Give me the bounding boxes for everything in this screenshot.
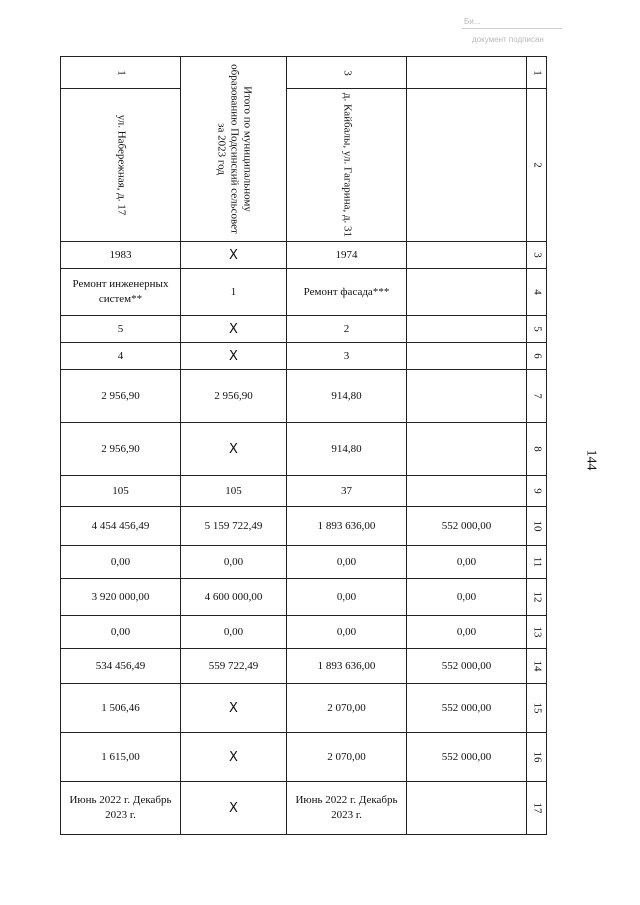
cell-c1 bbox=[61, 507, 181, 546]
row-number: 6 bbox=[531, 353, 543, 359]
table-row bbox=[61, 316, 547, 343]
cell-c3 bbox=[287, 546, 407, 579]
cell-value: 0,00 bbox=[110, 625, 131, 638]
row-number-cell bbox=[527, 616, 547, 649]
cell-c2 bbox=[181, 616, 287, 649]
cell-c3 bbox=[287, 733, 407, 782]
cell-c2 bbox=[181, 269, 287, 316]
cell-value: X bbox=[229, 700, 238, 716]
cell-value: 914,80 bbox=[331, 442, 362, 455]
cell-c5 bbox=[407, 343, 527, 370]
row-number: 14 bbox=[531, 660, 543, 672]
cell-c5 bbox=[407, 507, 527, 546]
row-number: 5 bbox=[531, 326, 543, 332]
cell-c3 bbox=[287, 423, 407, 476]
cell-c2 bbox=[181, 733, 287, 782]
row-number-cell bbox=[527, 546, 547, 579]
cell-value: Июнь 2022 г. Декабрь 2023 г. bbox=[69, 794, 172, 821]
col-1-number: 1 bbox=[115, 69, 127, 76]
cell-c3 bbox=[287, 476, 407, 507]
stamp-divider bbox=[462, 28, 562, 29]
row-number: 1 bbox=[531, 69, 543, 76]
cell-c1 bbox=[61, 579, 181, 616]
cell-c1 bbox=[61, 476, 181, 507]
table-row bbox=[61, 616, 547, 649]
cell-value: 5 bbox=[117, 322, 124, 335]
cell-value: 0,00 bbox=[456, 556, 477, 568]
cell-value: 0,00 bbox=[336, 555, 357, 568]
cell-c1 bbox=[61, 782, 181, 835]
table-row bbox=[61, 733, 547, 782]
cell-c5 bbox=[407, 684, 527, 733]
row-number: 15 bbox=[531, 702, 543, 714]
cell-value: 1 893 636,00 bbox=[317, 659, 376, 672]
row-number: 4 bbox=[531, 289, 543, 295]
cell-c2 bbox=[181, 507, 287, 546]
cell-c1 bbox=[61, 269, 181, 316]
table-row bbox=[61, 343, 547, 370]
table-row bbox=[61, 269, 547, 316]
col-2-header-cell bbox=[181, 57, 287, 242]
row-number-cell bbox=[527, 57, 547, 89]
cell-value: 2 956,90 bbox=[101, 442, 140, 455]
cell-c5 bbox=[407, 269, 527, 316]
cell-value: 914,80 bbox=[331, 389, 362, 402]
row-number-cell bbox=[527, 316, 547, 343]
cell-c2 bbox=[181, 423, 287, 476]
cell-c3 bbox=[287, 684, 407, 733]
cell-value: 105 bbox=[112, 484, 129, 497]
cell-value: 3 920 000,00 bbox=[91, 590, 150, 603]
cell-value: 534 456,49 bbox=[95, 659, 146, 672]
row-number-cell bbox=[527, 370, 547, 423]
signature-stamp bbox=[462, 14, 577, 50]
row-number: 17 bbox=[531, 802, 543, 814]
cell-c5 bbox=[407, 733, 527, 782]
cell-c5 bbox=[407, 370, 527, 423]
cell-value: 0,00 bbox=[223, 556, 244, 568]
cell-c5 bbox=[407, 316, 527, 343]
cell-c1 bbox=[61, 733, 181, 782]
cell-c3 bbox=[287, 269, 407, 316]
table-row bbox=[61, 507, 547, 546]
cell-c5 bbox=[407, 423, 527, 476]
cell-c3 bbox=[287, 782, 407, 835]
cell-value: 1974 bbox=[335, 248, 358, 261]
cell-c1 bbox=[61, 649, 181, 684]
table-row bbox=[61, 579, 547, 616]
cell-value: 552 000,00 bbox=[441, 520, 492, 532]
cell-value: 0,00 bbox=[456, 626, 477, 638]
page-number: 144 bbox=[583, 449, 599, 471]
cell-value: 1 893 636,00 bbox=[317, 519, 376, 532]
cell-c5 bbox=[407, 782, 527, 835]
cell-c1 bbox=[61, 242, 181, 269]
cell-c1 bbox=[61, 616, 181, 649]
cell-c5 bbox=[407, 579, 527, 616]
cell-value: 2 956,90 bbox=[214, 390, 253, 402]
col-2-header: Итого по муниципальному образованию Подсинский сельсовет за 2023 год bbox=[215, 64, 253, 234]
row-number-cell bbox=[527, 733, 547, 782]
col-5-header-cell bbox=[407, 89, 527, 242]
table-row bbox=[61, 370, 547, 423]
cell-value: 559 722,49 bbox=[208, 660, 259, 672]
stamp-line-2: документ подписан bbox=[472, 35, 544, 44]
row-number-cell bbox=[527, 242, 547, 269]
cell-c2 bbox=[181, 684, 287, 733]
cell-c5 bbox=[407, 616, 527, 649]
cell-c5 bbox=[407, 649, 527, 684]
cell-value: 0,00 bbox=[110, 555, 131, 568]
cell-c2 bbox=[181, 370, 287, 423]
cell-value: 0,00 bbox=[336, 625, 357, 638]
row-number-cell bbox=[527, 423, 547, 476]
col-1-number-cell bbox=[61, 57, 181, 89]
cell-value: Ремонт фасада*** bbox=[303, 285, 390, 298]
cell-value: X bbox=[229, 247, 238, 263]
row-number-cell bbox=[527, 476, 547, 507]
cell-value: 3 bbox=[343, 349, 350, 362]
row-number: 13 bbox=[531, 626, 543, 638]
cell-c2 bbox=[181, 316, 287, 343]
table-row bbox=[61, 684, 547, 733]
row-number-cell bbox=[527, 89, 547, 242]
cell-value: 2 070,00 bbox=[327, 750, 366, 763]
cell-value: X bbox=[229, 749, 238, 765]
table-row-number bbox=[61, 57, 547, 89]
cell-value: 0,00 bbox=[223, 626, 244, 638]
row-number: 3 bbox=[531, 252, 543, 258]
cell-value: 1 615,00 bbox=[101, 750, 140, 763]
cell-value: 2 bbox=[343, 322, 350, 335]
cell-c3 bbox=[287, 343, 407, 370]
cell-c2 bbox=[181, 649, 287, 684]
cell-c3 bbox=[287, 649, 407, 684]
table-row-header bbox=[61, 89, 547, 242]
table-row bbox=[61, 423, 547, 476]
cell-value: X bbox=[229, 441, 238, 457]
data-table bbox=[60, 56, 547, 835]
table-row bbox=[61, 242, 547, 269]
cell-c5 bbox=[407, 476, 527, 507]
stamp-line-1: Би... bbox=[464, 17, 481, 26]
row-number: 12 bbox=[531, 591, 543, 603]
table-row bbox=[61, 649, 547, 684]
cell-value: 552 000,00 bbox=[441, 702, 492, 714]
cell-value: 2 956,90 bbox=[101, 389, 140, 402]
cell-c1 bbox=[61, 343, 181, 370]
cell-c2 bbox=[181, 476, 287, 507]
cell-c2 bbox=[181, 782, 287, 835]
col-3-number-cell bbox=[287, 57, 407, 89]
row-number-cell bbox=[527, 684, 547, 733]
cell-c1 bbox=[61, 370, 181, 423]
col-1-header-cell bbox=[61, 89, 181, 242]
cell-value: Ремонт инженерных систем** bbox=[72, 278, 169, 305]
row-number: 16 bbox=[531, 751, 543, 763]
row-number-cell bbox=[527, 343, 547, 370]
row-number: 9 bbox=[531, 488, 543, 494]
cell-c5 bbox=[407, 242, 527, 269]
row-number-cell bbox=[527, 579, 547, 616]
row-number: 11 bbox=[531, 556, 543, 568]
cell-value: 0,00 bbox=[456, 591, 477, 603]
cell-c3 bbox=[287, 370, 407, 423]
cell-c2 bbox=[181, 343, 287, 370]
cell-value: X bbox=[229, 800, 238, 816]
cell-value: 2 070,00 bbox=[327, 701, 366, 714]
cell-value: 1 bbox=[230, 286, 237, 298]
row-number: 10 bbox=[531, 520, 543, 532]
row-number-cell bbox=[527, 782, 547, 835]
cell-value: 4 bbox=[117, 349, 124, 362]
cell-c3 bbox=[287, 316, 407, 343]
cell-value: 1 506,46 bbox=[101, 701, 140, 714]
cell-value: 552 000,00 bbox=[441, 660, 492, 672]
cell-c3 bbox=[287, 579, 407, 616]
col-1-header: ул. Набережная, д. 17 bbox=[115, 114, 127, 216]
cell-c2 bbox=[181, 546, 287, 579]
row-number-cell bbox=[527, 507, 547, 546]
cell-c3 bbox=[287, 616, 407, 649]
col-3-header: д. Кайбалы, ул. Гагарина, д. 31 bbox=[341, 92, 353, 238]
cell-c1 bbox=[61, 423, 181, 476]
cell-value: X bbox=[229, 321, 238, 337]
cell-c1 bbox=[61, 316, 181, 343]
cell-c1 bbox=[61, 546, 181, 579]
cell-value: 552 000,00 bbox=[441, 751, 492, 763]
table-row bbox=[61, 546, 547, 579]
cell-c3 bbox=[287, 242, 407, 269]
cell-c3 bbox=[287, 507, 407, 546]
cell-c1 bbox=[61, 684, 181, 733]
cell-c2 bbox=[181, 579, 287, 616]
cell-value: 0,00 bbox=[336, 590, 357, 603]
col-3-number: 3 bbox=[341, 69, 353, 76]
cell-value: 1983 bbox=[109, 248, 132, 261]
cell-value: 37 bbox=[341, 484, 352, 497]
row-number-cell bbox=[527, 269, 547, 316]
col-3-header-cell bbox=[287, 89, 407, 242]
row-number: 7 bbox=[531, 393, 543, 399]
cell-value: Июнь 2022 г. Декабрь 2023 г. bbox=[295, 794, 398, 821]
table-row bbox=[61, 782, 547, 835]
row-number: 2 bbox=[531, 162, 543, 168]
cell-c5 bbox=[407, 546, 527, 579]
cell-value: X bbox=[229, 348, 238, 364]
row-number-cell bbox=[527, 649, 547, 684]
row-number: 8 bbox=[531, 446, 543, 452]
cell-value: 4 454 456,49 bbox=[91, 519, 150, 532]
table-row bbox=[61, 476, 547, 507]
cell-value: 4 600 000,00 bbox=[204, 591, 263, 603]
cell-c2 bbox=[181, 242, 287, 269]
cell-value: 105 bbox=[225, 485, 242, 497]
cell-value: 5 159 722,49 bbox=[204, 520, 263, 532]
col-5-number-cell bbox=[407, 57, 527, 89]
